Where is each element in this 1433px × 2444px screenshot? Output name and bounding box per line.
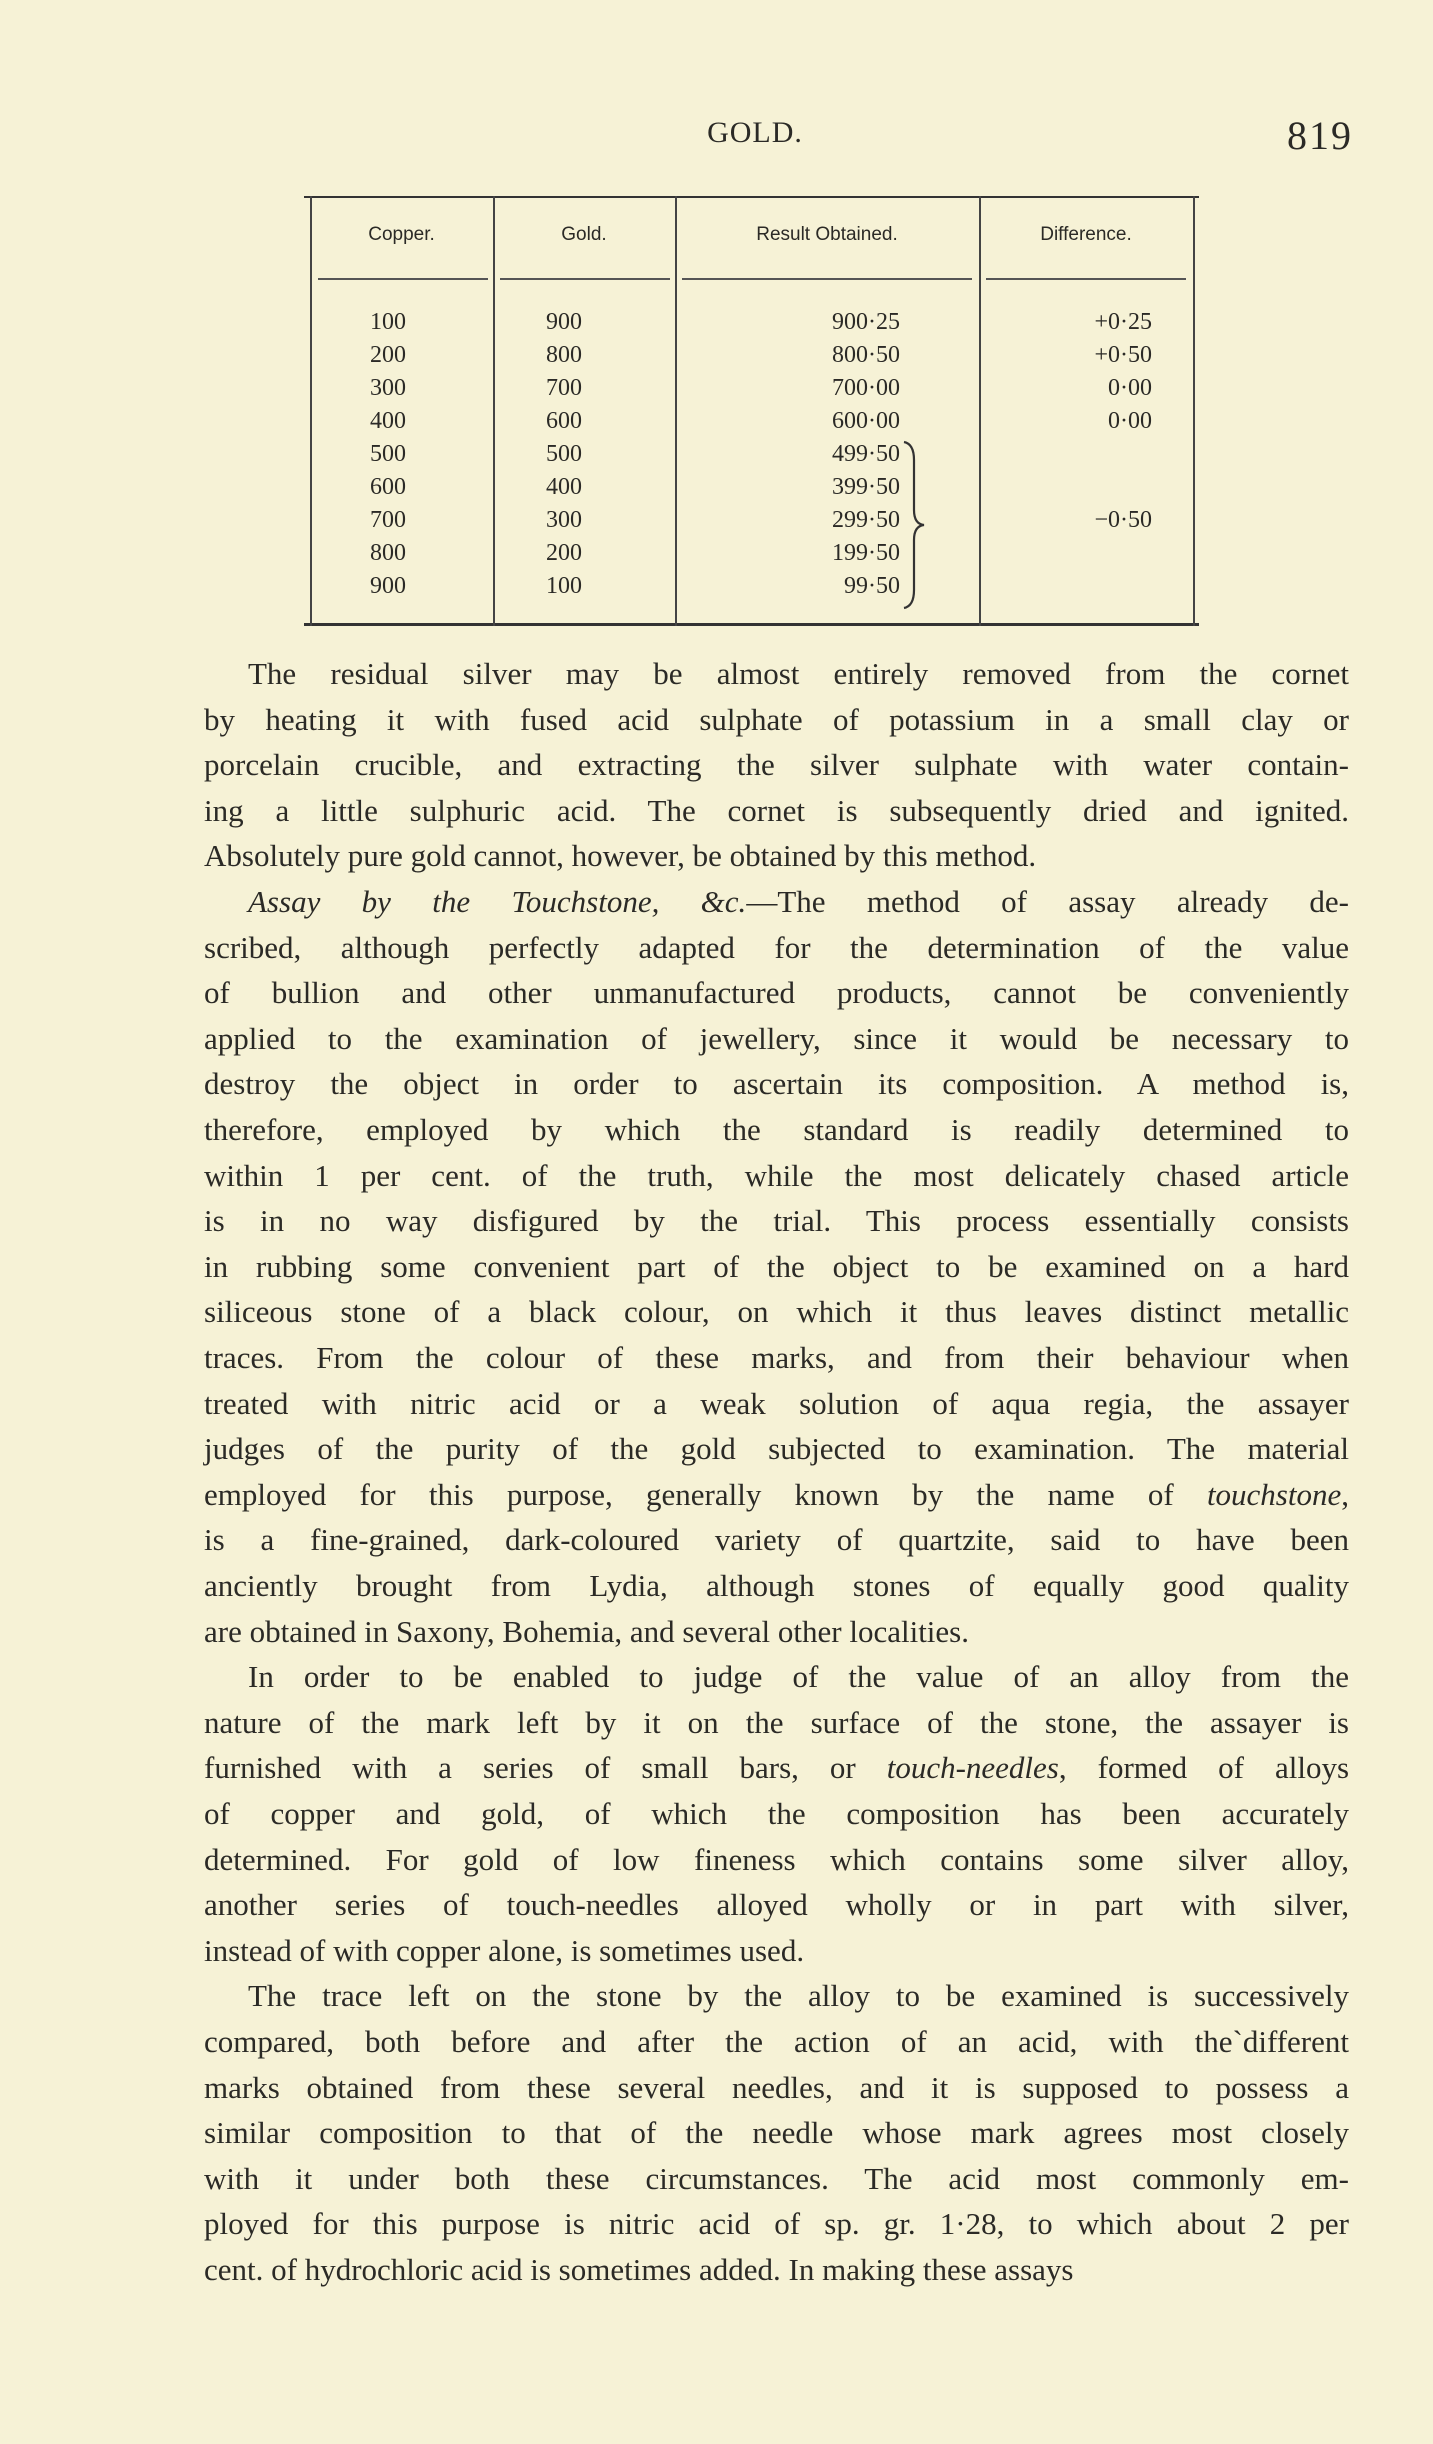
difference-cell: +0·50 (1094, 342, 1152, 368)
text-run: determined. For gold of low fineness which contains some silver alloy, (204, 1841, 1349, 1877)
difference-cell (1010, 570, 1152, 603)
text-run: furnished with a series of small bars, or (204, 1750, 887, 1786)
text-run: The trace left on the stone by the alloy to be examined is successively (248, 1978, 1349, 2014)
text-line (204, 1973, 1349, 2018)
copper-cell: 900 (370, 573, 406, 599)
text-line (204, 1198, 1349, 1243)
text-run: porcelain crucible, and extracting the silver sulphate with water contain- (204, 747, 1349, 783)
text-line (204, 1928, 1349, 1973)
text-line (204, 697, 1349, 742)
text-line (204, 1654, 1349, 1699)
result-cell: 199·50 (832, 540, 900, 566)
copper-cell: 400 (370, 408, 406, 434)
text-line (204, 879, 1349, 924)
text-run: treated with nitric acid or a weak solution of aqua regia, the assayer (204, 1385, 1349, 1421)
text-run: destroy the object in order to ascertain its composition. A method is, (204, 1066, 1349, 1102)
italic-term: Assay by the Touchstone, &c. (248, 884, 747, 919)
text-line (204, 2247, 1349, 2292)
assay-results-table (310, 196, 1193, 626)
gold-cell: 200 (546, 540, 582, 566)
column-divider (1193, 196, 1195, 626)
running-head (0, 112, 1433, 156)
result-cell: 800·50 (832, 342, 900, 368)
text-line (204, 2019, 1349, 2064)
header-rule (318, 278, 488, 280)
result-cell: 299·50 (832, 507, 900, 533)
column-header-gold: Gold. (561, 224, 607, 245)
copper-cell: 500 (370, 441, 406, 467)
result-cell: 499·50 (832, 441, 900, 467)
result-cell: 700·00 (832, 375, 900, 401)
result-cell: 900·25 (832, 309, 900, 335)
text-run: marks obtained from these several needles, and it is supposed to possess a (204, 2069, 1349, 2105)
text-run: Absolutely pure gold cannot, however, be obtained by this method. (204, 838, 1037, 874)
text-line (204, 1335, 1349, 1380)
text-run: of copper and gold, of which the composition has been accurately (204, 1796, 1349, 1831)
table-top-rule (304, 196, 1199, 198)
gold-cell: 700 (546, 375, 582, 401)
text-run: similar composition to that of the needle whose mark agrees most closely (204, 2115, 1349, 2151)
column-divider (310, 196, 312, 626)
text-run: applied to the examination of jewellery, since it would be necessary to (204, 1020, 1349, 1056)
text-line (204, 1426, 1349, 1471)
difference-cell: 0·00 (1108, 375, 1152, 401)
text-line (204, 1381, 1349, 1426)
difference-cell (1010, 537, 1152, 570)
text-run: The residual silver may be almost entirely removed from the cornet (248, 656, 1349, 691)
text-line (204, 1563, 1349, 1608)
result-cell: 600·00 (832, 408, 900, 434)
text-line (204, 2065, 1349, 2110)
text-line (204, 1472, 1349, 1517)
text-line (204, 925, 1349, 970)
text-run: ployed for this purpose is nitric acid of sp. gr. 1·28, to which about 2 per (204, 2206, 1349, 2242)
gold-cell: 600 (546, 408, 582, 434)
text-run: judges of the purity of the gold subjected to examination. The material (204, 1431, 1349, 1467)
text-line (204, 1289, 1349, 1334)
copper-cell: 200 (370, 342, 406, 368)
page-number: 819 (1287, 113, 1353, 158)
text-line (204, 2110, 1349, 2155)
gold-cell: 400 (546, 474, 582, 500)
text-line (204, 1016, 1349, 1061)
column-header-copper: Copper. (368, 224, 435, 245)
difference-cell (1010, 471, 1152, 504)
result-cell: 399·50 (832, 474, 900, 500)
gold-cell: 300 (546, 507, 582, 533)
column-divider (675, 196, 677, 626)
text-run: with it under both these circumstances. The acid most commonly em- (204, 2160, 1349, 2196)
text-line (204, 1609, 1349, 1654)
text-line (204, 742, 1349, 787)
grouping-brace (902, 440, 926, 618)
text-run: traces. From the colour of these marks, and from their behaviour when (204, 1340, 1349, 1375)
text-line (204, 1745, 1349, 1790)
text-line (204, 2201, 1349, 2246)
text-line (204, 2156, 1349, 2201)
column-header-result: Result Obtained. (756, 224, 898, 245)
text-run: another series of touch-needles alloyed wholly or in part with silver, (204, 1887, 1349, 1923)
text-run: scribed, although perfectly adapted for the determination of the value (204, 929, 1349, 965)
gold-cell: 100 (546, 573, 582, 599)
text-line (204, 1107, 1349, 1152)
text-run: In order to be enabled to judge of the value of an alloy from the (248, 1659, 1349, 1695)
text-run: is a fine-grained, dark-coloured variety of quartzite, said to have been (204, 1522, 1349, 1558)
text-run: employed for this purpose, generally known by the name of (204, 1476, 1207, 1512)
text-run: cent. of hydrochloric acid is sometimes added. In making these assays (204, 2252, 1074, 2287)
header-rule (500, 278, 670, 280)
text-run: within 1 per cent. of the truth, while the most delicately chased article (204, 1157, 1349, 1193)
text-run: by heating it with fused acid sulphate of potassium in a small clay or (204, 701, 1349, 737)
text-run: anciently brought from Lydia, although stones of equally good quality (204, 1568, 1349, 1603)
text-run: are obtained in Saxony, Bohemia, and several other localities. (204, 1613, 969, 1649)
text-line (204, 1700, 1349, 1745)
copper-cell: 600 (370, 474, 406, 500)
text-line (204, 1244, 1349, 1289)
italic-term: touch-needles (886, 1750, 1059, 1786)
copper-cell: 800 (370, 540, 406, 566)
copper-cell: 700 (370, 507, 406, 533)
difference-cell: +0·25 (1094, 309, 1152, 335)
gold-cell: 900 (546, 309, 582, 335)
text-run: , (1341, 1476, 1349, 1512)
text-line (204, 1791, 1349, 1836)
text-line (204, 1882, 1349, 1927)
text-line (204, 1837, 1349, 1882)
column-divider (979, 196, 981, 626)
text-run: , formed of alloys (1058, 1750, 1350, 1786)
gold-cell: 800 (546, 342, 582, 368)
column-divider (493, 196, 495, 626)
header-rule (986, 278, 1186, 280)
text-run: compared, both before and after the action of an acid, with the`different (204, 2024, 1349, 2059)
table-bottom-rule (304, 623, 1199, 626)
header-rule (682, 278, 972, 280)
text-run: siliceous stone of a black colour, on which it thus leaves distinct metallic (204, 1294, 1349, 1330)
result-cell: 99·50 (844, 573, 900, 599)
italic-term: touchstone (1206, 1476, 1342, 1512)
text-line (204, 1517, 1349, 1562)
text-line (204, 833, 1349, 878)
column-header-difference: Difference. (1040, 224, 1132, 245)
text-line (204, 651, 1349, 696)
text-run: therefore, employed by which the standard is readily determined to (204, 1112, 1349, 1147)
text-line (204, 788, 1349, 833)
running-title: GOLD. (707, 116, 803, 149)
text-run: —The method of assay already de- (746, 884, 1349, 919)
difference-cell (1010, 438, 1152, 471)
text-run: of bullion and other unmanufactured products, cannot be conveniently (204, 975, 1349, 1011)
copper-cell: 100 (370, 309, 406, 335)
text-run: nature of the mark left by it on the surface of the stone, the assayer is (204, 1704, 1349, 1740)
copper-cell: 300 (370, 375, 406, 401)
text-run: instead of with copper alone, is sometimes used. (204, 1932, 805, 1968)
text-line (204, 1061, 1349, 1106)
difference-cell: 0·00 (1108, 408, 1152, 434)
text-line (204, 970, 1349, 1015)
text-run: ing a little sulphuric acid. The cornet is subsequently dried and ignited. (204, 792, 1349, 828)
text-run: in rubbing some convenient part of the object to be examined on a hard (204, 1248, 1349, 1284)
gold-cell: 500 (546, 441, 582, 467)
text-run: is in no way disfigured by the trial. This process essentially consists (204, 1203, 1349, 1239)
text-line (204, 1153, 1349, 1198)
difference-cell: −0·50 (1094, 507, 1152, 533)
